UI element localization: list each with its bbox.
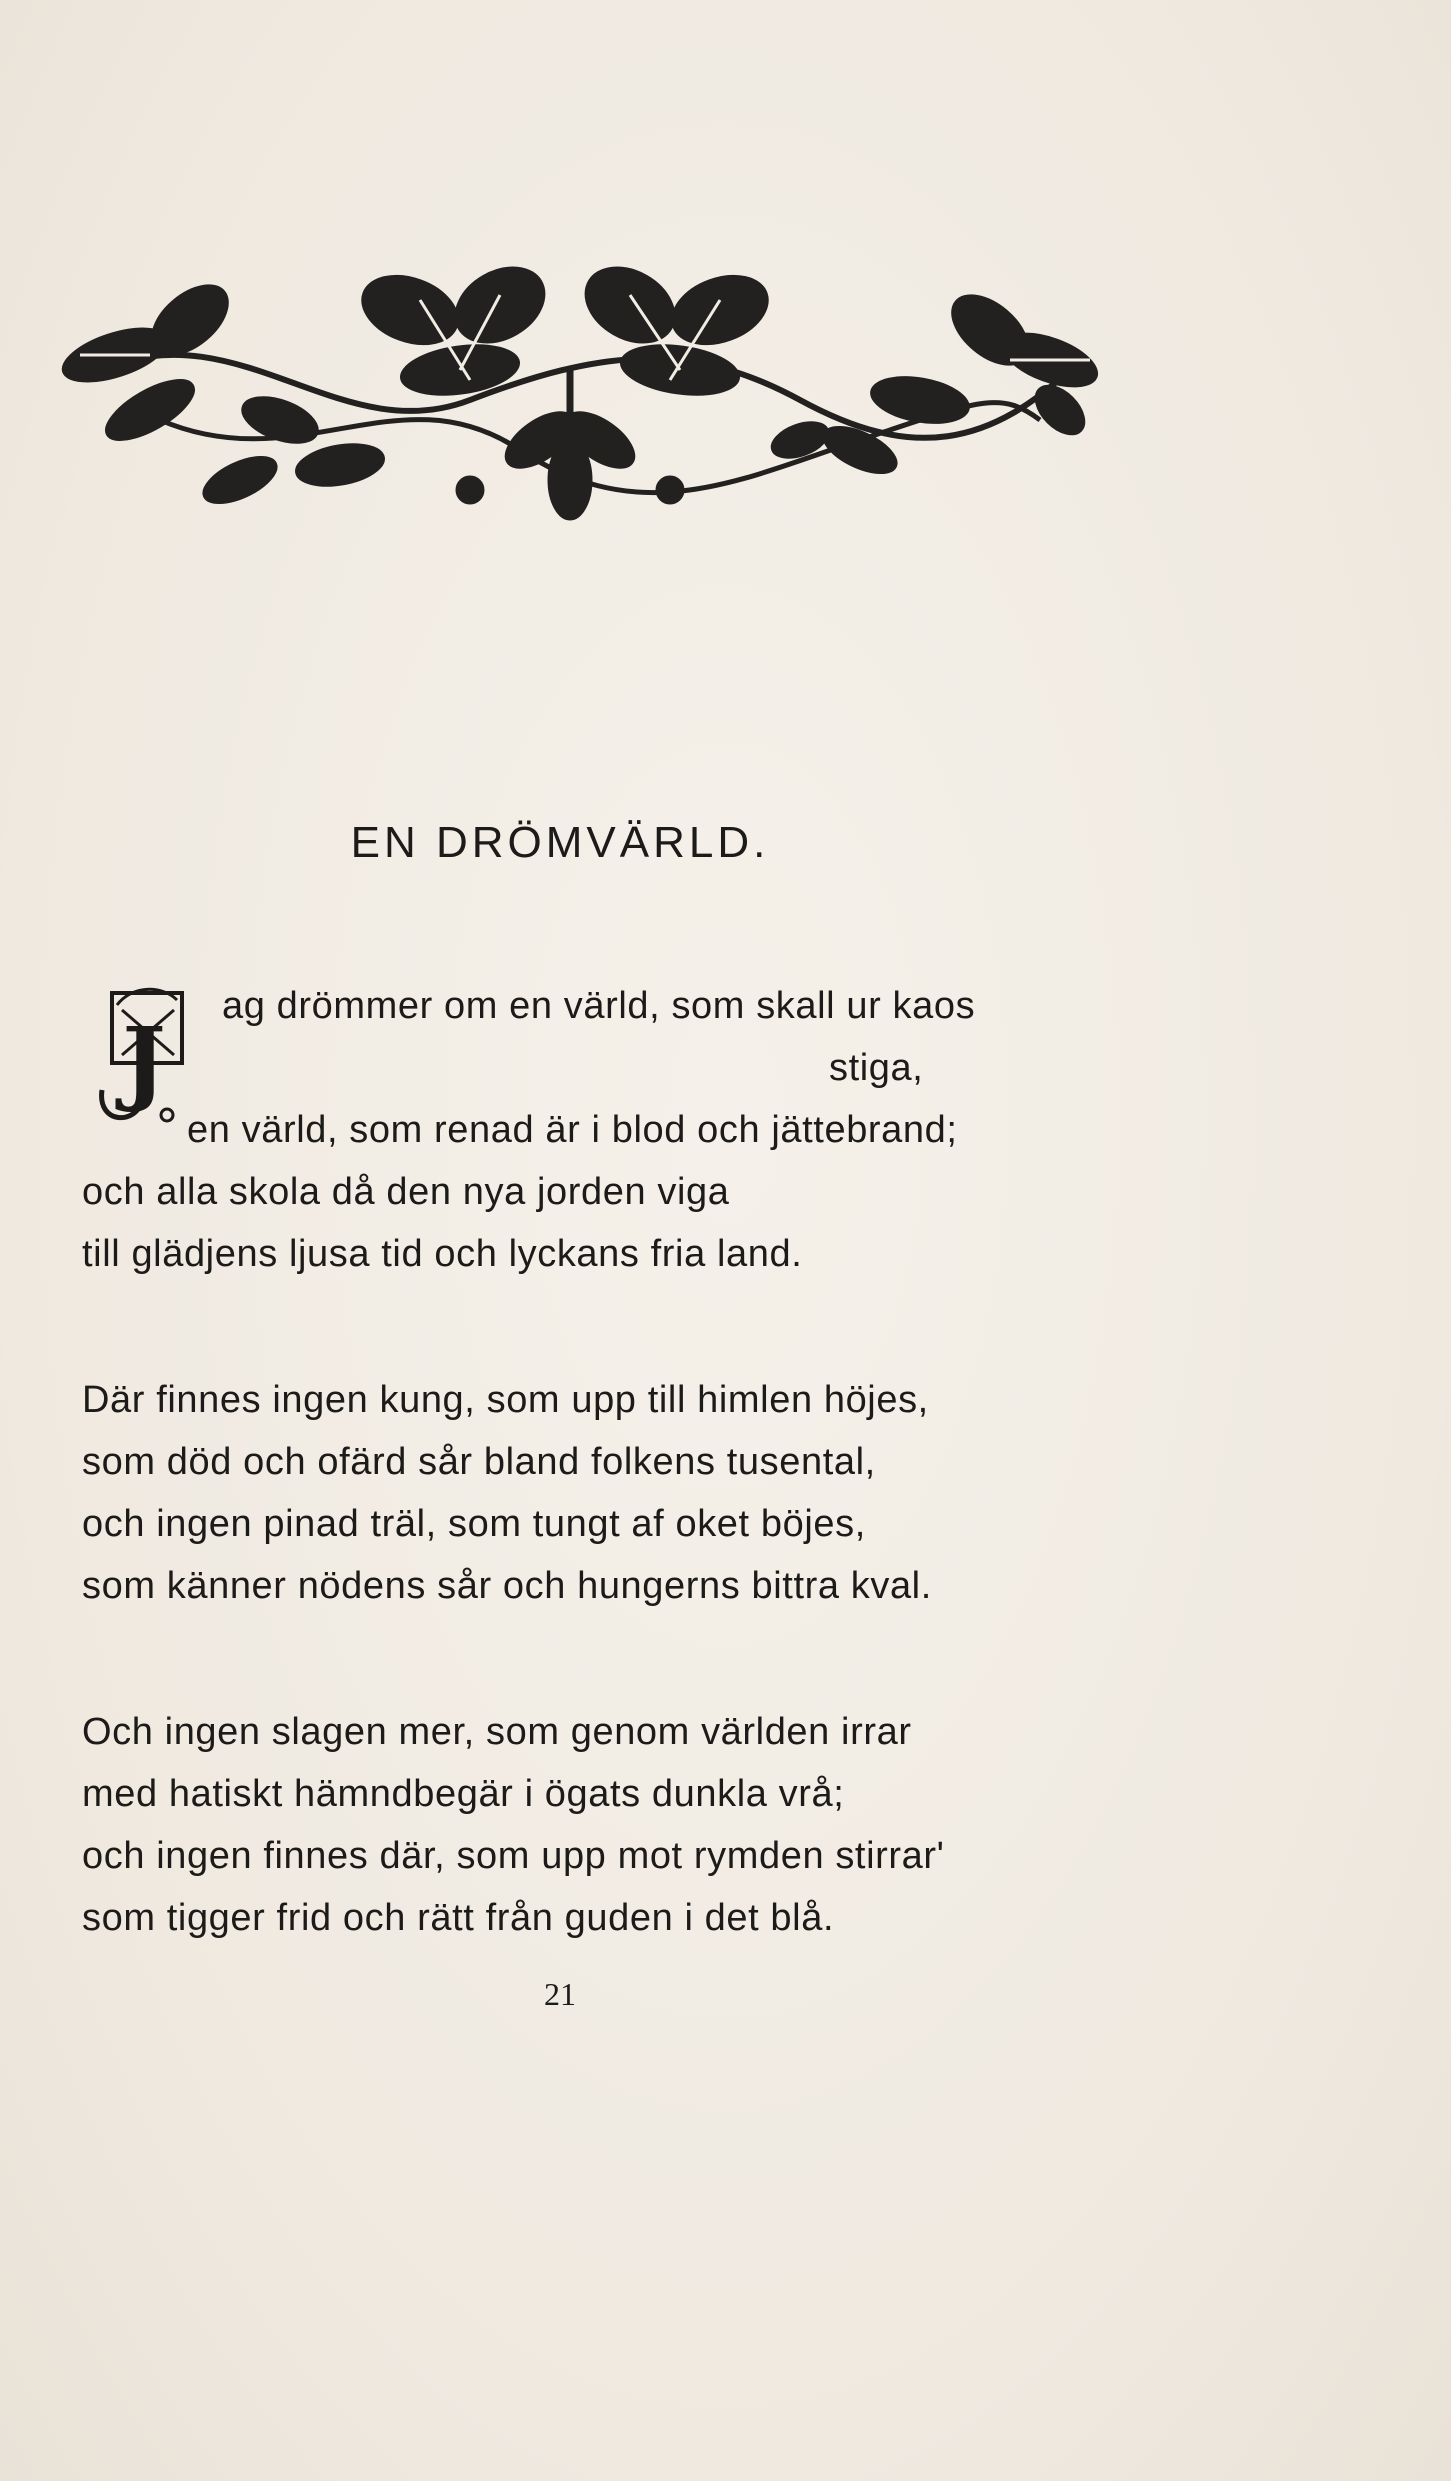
poem-line: en värld, som renad är i blod och jättebrand; [187,1109,958,1151]
page-number: 21 [544,1976,576,2012]
poem-title: EN DRÖMVÄRLD. [350,818,770,867]
drop-cap-initial-j [82,975,197,1135]
stanza-3 [82,1701,1082,1949]
drop-cap-letter: J [122,1007,166,1115]
poem-line: som död och ofärd sår bland folkens tusental, [82,1441,876,1483]
poem-line: och ingen pinad träl, som tungt af oket böjes, [82,1503,866,1545]
poem-line: som känner nödens sår och hungerns bittra kval. [82,1565,932,1607]
poem-line: ag drömmer om en värld, som skall ur kaos [222,985,976,1027]
poem-line: Där finnes ingen kung, som upp till himlen höjes, [82,1379,929,1421]
poem-body [82,975,1082,2033]
poem-line: och alla skola då den nya jorden viga [82,1171,730,1213]
poem-line-turnover: stiga, [829,1047,924,1089]
clover-vignette-ornament [40,250,1100,550]
poem-line: med hatiskt hämndbegär i ögats dunkla vrå; [82,1773,845,1815]
poem-line: Och ingen slagen mer, som genom världen irrar [82,1711,912,1753]
poem-line: till glädjens ljusa tid och lyckans fria land. [82,1233,803,1275]
poem-line: och ingen finnes där, som upp mot rymden stirrar' [82,1835,945,1877]
poem-line: som tigger frid och rätt från guden i det blå. [82,1897,835,1939]
stanza-2 [82,1369,1082,1617]
stanza-1 [82,975,1082,1285]
